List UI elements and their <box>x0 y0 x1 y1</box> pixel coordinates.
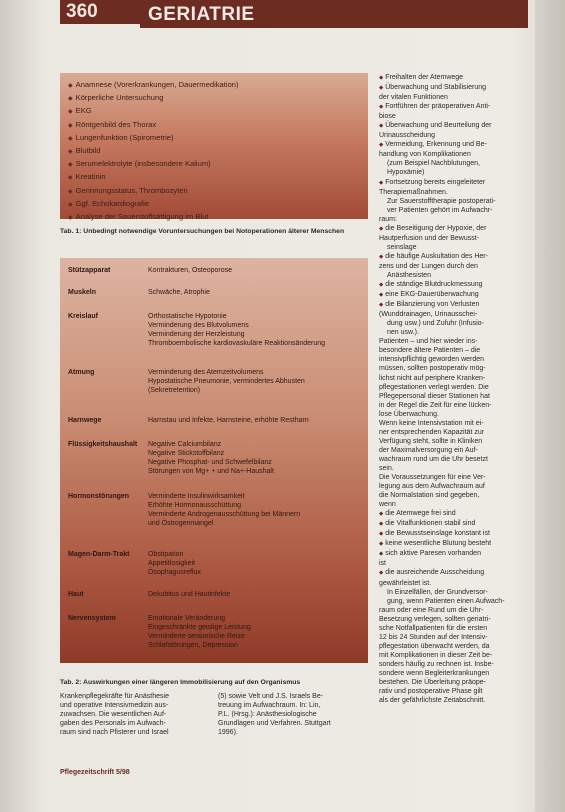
right-column-line: ◆ Überwachung und Beurteilung der <box>379 121 521 131</box>
table-2-value-line: Verminderung des Blutvolumens <box>148 322 249 329</box>
right-column-line: lichst nicht auf periphere Kranken- <box>379 374 486 382</box>
right-column-line: (zum Beispiel Nachblutungen, <box>387 160 480 168</box>
bottom-middle-text <box>218 692 368 737</box>
table-2-value-line: Appetitlosigkeit <box>148 560 196 567</box>
table-1-list <box>60 73 368 224</box>
table-1-item: ◆ Analyse der Sauerstoffsättigung im Blut <box>68 211 368 224</box>
table-2-value-line: Negative Phosphat- und Schwefelbilanz <box>148 459 272 466</box>
right-column-line: Hautperfusion und der Bewusst- <box>379 234 479 242</box>
table-2-value-line: Negative Stickstoffbilanz <box>148 450 225 457</box>
right-column-line: Therapiemaßnahmen. <box>379 188 448 196</box>
table-2-value-line: (Sekretretention) <box>148 387 201 394</box>
table-2-row-value <box>148 550 362 577</box>
table-2-value-line: Schwäche, Atrophie <box>148 289 210 296</box>
table-2-row-value <box>148 492 362 528</box>
table-2-value-line: Kontrakturen, Osteoporose <box>148 267 233 274</box>
right-column-line: ◆ Freihalten der Atemwege <box>379 73 521 83</box>
table-2-row-value <box>148 266 362 275</box>
right-column-line: Hypoxämie) <box>387 169 425 177</box>
table-1-item: ◆ Körperliche Untersuchung <box>68 92 368 105</box>
right-column-line: die Normalstation sind gegeben, <box>379 492 480 500</box>
right-column-line: sonders häufig zu rechnen ist. Insbe- <box>379 660 494 668</box>
section-header: GERIATRIE <box>140 0 528 28</box>
body-text-line: Grundlagen und Verfahren. Stuttgart <box>218 720 331 728</box>
right-column-line: Wenn keine Intensivstation mit ei- <box>379 419 484 427</box>
right-column-line: seinslage <box>387 243 417 251</box>
table-2-value-line: Ösophagusreflux <box>148 569 201 576</box>
table-2-row-label: Atmung <box>68 369 95 376</box>
right-column-line: ◆ die Beseitigung der Hypoxie, der <box>379 224 521 234</box>
table-2-value-line: Hypostatische Pneumonie, vermindertes Abhusten <box>148 378 305 385</box>
right-column-line: sche Notfallpatienten für die ersten <box>379 624 488 632</box>
right-column-line: in der Regel die Zeit für eine lücken- <box>379 401 492 409</box>
right-column-line: ◆ die ständige Blutdruckmessung <box>379 280 521 290</box>
table-1-item: ◆ Lungenfunktion (Spirometrie) <box>68 132 368 145</box>
right-column-text <box>379 73 521 705</box>
table-2-row-label: Kreislauf <box>68 313 98 320</box>
table-2-row-label: Muskeln <box>68 289 97 296</box>
table-2-row-value <box>148 368 362 395</box>
body-text-line: treuung im Aufwachraum. In: Lin, <box>218 702 321 710</box>
body-text-line: (5) sowie Velt und J.S. Israels Be- <box>218 693 324 700</box>
table-2-value-line: Verminderung der Herzleistung <box>148 331 245 338</box>
right-column-line: sondere wenn Begleiterkrankungen <box>379 670 490 677</box>
right-column-line: ◆ Vermeidung, Erkennung und Be- <box>379 140 521 150</box>
body-text-line: raum sind nach Pfisterer und Israel <box>60 729 169 737</box>
right-column-line: Pflegepersonal dieser Stationen hat <box>379 392 490 400</box>
right-column-line: mit Komplikationen in dieser Zeit be- <box>379 651 493 659</box>
right-column-line: Zur Sauerstofftherapie postoperati- <box>387 197 496 205</box>
right-column-line: Besetzung verlegen, sollten geriatri- <box>379 615 491 623</box>
table-2-row-value <box>148 440 362 476</box>
right-column-line: biose <box>379 113 396 121</box>
table-1-item: ◆ Röntgenbild des Thorax <box>68 119 368 132</box>
right-column-line: pflegestationen verlegt werden. Die <box>379 383 489 391</box>
body-text-line: und operative Intensivmedizin aus- <box>60 702 169 710</box>
table-1-item: ◆ Ggf. Echokardiografie <box>68 198 368 211</box>
right-column-line: gewährleistet ist. <box>379 579 432 587</box>
table-2-row-label: Harnwege <box>68 417 102 424</box>
right-column-line: ◆ die Vitalfunktionen stabil sind <box>379 519 521 529</box>
table-2-row-label: Nervensystem <box>68 615 116 622</box>
table-2-value-line: Schlafstörungen, Depression <box>148 642 238 649</box>
right-column-line: intensivpflichtig geworden werden <box>379 356 485 364</box>
right-column-line: ner entsprechenden Kapazität zur <box>379 428 485 436</box>
table-1-item: ◆ Anamnese (Vorerkrankungen, Dauermedikation) <box>68 79 368 92</box>
right-column-line: (Wunddrainagen, Urinausschei- <box>379 311 478 319</box>
table-2-value-line: Harnstau und Infekte, Harnsteine, erhöhte Restharn <box>148 417 309 424</box>
right-column-line: ◆ die häufige Auskultation des Her- <box>379 252 521 262</box>
right-column-line: der vitalen Funktionen <box>379 94 448 102</box>
right-column-line: dung usw.) und Zufuhr (Infusio- <box>387 320 484 328</box>
right-column-line: rativ und postoperative Phase gilt <box>379 688 483 696</box>
right-column-line: ◆ die ausreichende Ausscheidung <box>379 568 521 578</box>
body-text-line: Krankenpflegekräfte für Anästhesie <box>60 693 169 700</box>
right-column-line: 12 bis 24 Stunden auf der Intensiv- <box>379 633 488 641</box>
right-column-line: Patienten – und hier wieder ins- <box>379 338 478 346</box>
table-2-row-value <box>148 590 362 599</box>
table-1-caption: Tab. 1: Unbedingt notwendige Voruntersuchungen bei Notoperationen älterer Menschen <box>60 228 345 235</box>
right-column-line: müssen, sollten postoperativ mög- <box>379 365 486 373</box>
table-2-value-line: Verminderte Androgenausschüttung bei Männern <box>148 511 301 518</box>
right-column-line: ver Patienten gehört im Aufwachr- <box>387 206 493 214</box>
right-column-line: lose Überwachung. <box>379 410 439 418</box>
right-column-line: wenn <box>379 501 396 509</box>
right-column-line: nen usw.). <box>387 329 419 337</box>
body-text-line: zuwachsen. Die wesentlichen Auf- <box>60 711 167 719</box>
table-1-item: ◆ Blutbild <box>68 145 368 158</box>
table-2-row-label: Haut <box>68 591 84 598</box>
table-2-value-line: Erhöhte Hormonausschüttung <box>148 502 241 509</box>
table-1-item: ◆ Gerinnungsstatus, Thrombozyten <box>68 185 368 198</box>
right-column-line: ◆ Fortführen der präoperativen Anti- <box>379 102 521 112</box>
right-column-line: Anästhesisten <box>387 271 431 279</box>
table-2-value-line: Emotionale Veränderung <box>148 615 226 622</box>
right-column-line: raum oder eine Rund um die Uhr- <box>379 606 484 614</box>
table-2-value-line: Störungen von Mg+ + und Na+-Haushalt <box>148 468 274 475</box>
table-2-value-line: Verminderte Insulinwirksamkeit <box>148 493 245 500</box>
table-2-value-line: Thromboembolische kardiovaskuläre Reaktionsänderung <box>148 340 326 347</box>
table-2-row-value <box>148 614 362 650</box>
right-column-line: Urinausscheidung <box>379 132 436 140</box>
table-2-row-value <box>148 288 362 297</box>
table-2-value-line: Negative Calciumbilanz <box>148 441 222 448</box>
table-2 <box>60 258 368 663</box>
right-column-line: Verfügung steht, sollte in Kliniken <box>379 437 483 445</box>
footer-journal: Pflegezeitschrift 5/98 <box>60 769 130 776</box>
right-column-line: pflegestation überwacht werden, da <box>379 642 490 650</box>
right-column-line: ◆ keine wesentliche Blutung besteht <box>379 539 521 549</box>
table-2-value-line: Verminderte sensorische Reize <box>148 633 245 640</box>
right-column-line: besondere ältere Patienten – die <box>379 347 481 355</box>
right-column-line: ◆ Fortsetzung bereits eingeleiteter <box>379 178 521 188</box>
right-column-line: legung aus dem Aufwachraum auf <box>379 483 485 491</box>
right-column-line: Die Voraussetzungen für eine Ver- <box>379 474 486 482</box>
table-2-row-value <box>148 312 362 348</box>
table-2-value-line: Orthostatische Hypotonie <box>148 313 227 320</box>
right-column-line: sein. <box>379 464 394 472</box>
right-column-line: ◆ die Bewusstseinslage konstant ist <box>379 529 521 539</box>
right-column-line: als der gefährlichste Zeitabschnitt. <box>379 697 486 705</box>
right-column-line: ◆ Überwachung und Stabilisierung <box>379 83 521 93</box>
body-text-line: P.L. (Hrsg.): Anästhesiologische <box>218 711 317 719</box>
table-2-row-label: Stützapparat <box>68 267 111 274</box>
right-column-line: ◆ sich aktive Paresen vorhanden <box>379 549 521 559</box>
body-text-line: 1996). <box>218 729 238 737</box>
table-2-caption: Tab. 2: Auswirkungen einer längeren Immobilisierung auf den Organismus <box>60 679 301 686</box>
table-1-item: ◆ Kreatinin <box>68 171 368 184</box>
right-column-line: bestehen. Die Überleitung präope- <box>379 679 487 687</box>
right-column-line: ◆ die Atemwege frei sind <box>379 509 521 519</box>
table-1 <box>60 73 368 222</box>
right-column-line: ist <box>379 560 386 568</box>
table-2-value-line: Dekubitus und Hautinfekte <box>148 591 231 598</box>
right-column-line: raum: <box>379 215 397 223</box>
table-2-row-value <box>148 416 362 425</box>
table-1-item: ◆ Serumelektrolyte (insbesondere Kalium) <box>68 158 368 171</box>
right-column-line: handlung von Komplikationen <box>379 151 471 159</box>
table-2-value-line: und Östrogenmangel <box>148 520 214 527</box>
right-column-line: der Maximalversorgung ein Auf- <box>379 446 478 454</box>
right-column-line: In Einzelfällen, der Grundversor- <box>387 588 488 596</box>
right-column-line: ◆ eine EKG-Dauerüberwachung <box>379 290 521 300</box>
right-column-line: ◆ die Bilanzierung von Verlusten <box>379 300 521 310</box>
body-text-line: gaben des Personals im Aufwach- <box>60 720 166 728</box>
table-2-row-label: Hormonstörungen <box>68 493 130 500</box>
right-column-line: wachraum rund um die Uhr besetzt <box>379 455 488 463</box>
right-column-line: gung, wenn Patienten einen Aufwach- <box>387 597 505 605</box>
bottom-left-text <box>60 692 200 737</box>
table-2-row-label: Flüssigkeitshaushalt <box>68 441 138 448</box>
table-2-value-line: Eingeschränkte geistige Leistung <box>148 624 251 631</box>
page-number: 360 <box>60 0 140 24</box>
table-1-item: ◆ EKG <box>68 105 368 118</box>
page-edge <box>535 0 565 812</box>
table-2-row-label: Magen-Darm-Trakt <box>68 551 130 558</box>
right-column-line: zens und der Lungen durch den <box>379 262 478 270</box>
table-2-value-line: Obstipation <box>148 551 184 558</box>
table-2-value-line: Verminderung des Atemzeitvolumens <box>148 369 264 376</box>
